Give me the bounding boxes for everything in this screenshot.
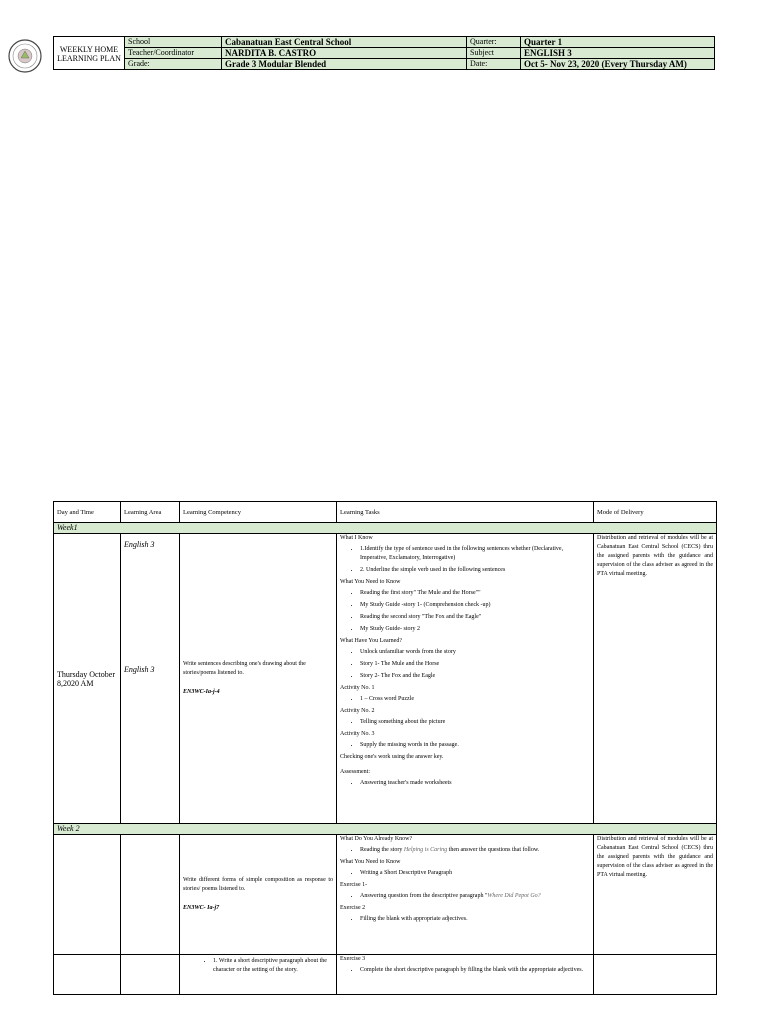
- list-item: • Story 2- The Fox and the Eagle: [360, 672, 590, 681]
- list-item: • Story 1- The Mule and the Horse: [360, 660, 590, 669]
- week1-day: Thursday October 8,2020 AM: [54, 534, 121, 824]
- week2-mode: Distribution and retrieval of modules will be at Cabanatuan East Central School (CECS) thru the assigned parents with the guidance and supervision of the class adviser as agreed in the PTA virtual meeting.: [594, 835, 717, 955]
- grade-value: Grade 3 Modular Blended: [222, 59, 467, 70]
- learning-plan-table: [53, 501, 717, 995]
- week2b-competency-cell: [180, 955, 337, 995]
- list-item: [360, 846, 590, 855]
- week1-task-heading: Activity No. 2: [340, 708, 375, 714]
- week2-task-li1-post: then answer the questions that follow.: [448, 847, 540, 853]
- list-item: • Reading the second story "The Fox and the Eagle": [360, 613, 590, 622]
- date-label: Date:: [467, 59, 521, 70]
- week2-competency-cell: [180, 835, 337, 955]
- week1-task-heading: What Have You Learned?: [340, 638, 402, 644]
- col-area: Learning Area: [121, 502, 180, 523]
- week2-task-li3-pre: Answering question from the descriptive paragraph ": [360, 893, 488, 899]
- week1-area-cell: [121, 534, 180, 824]
- list-item: • My Study Guide -story 1- (Comprehension check -up): [360, 601, 590, 610]
- deped-seal-logo: [8, 39, 42, 73]
- col-competency: Learning Competency: [180, 502, 337, 523]
- list-item: • My Study Guide- story 2: [360, 625, 590, 634]
- week2-label: Week 2: [54, 824, 717, 835]
- week2b-area: [121, 955, 180, 995]
- col-tasks: Learning Tasks: [337, 502, 594, 523]
- week1-area-top: English 3: [124, 540, 155, 549]
- week1-competency: Write sentences describing one's drawing about the stories/poems listened to.: [183, 661, 306, 676]
- week2-competency: Write different forms of simple composition as response to stories/ poems listened to.: [183, 877, 333, 892]
- week2-task-li3-title: Where Did Pepot Go?: [487, 893, 541, 899]
- grade-label: Grade:: [125, 59, 222, 70]
- subject-label: Subject: [467, 48, 521, 59]
- week2-task-li1-pre: Reading the story: [360, 847, 403, 853]
- week1-task-heading: What I Know: [340, 535, 373, 541]
- week1-tasks: [337, 534, 594, 824]
- week1-task-heading: Checking one's work using the answer key.: [340, 754, 444, 760]
- school-value: Cabanatuan East Central School: [222, 37, 467, 48]
- week1-area-mid: English 3: [124, 665, 155, 674]
- quarter-label: Quarter:: [467, 37, 521, 48]
- subject-value: ENGLISH 3: [521, 48, 715, 59]
- plan-title: WEEKLY HOME LEARNING PLAN: [54, 37, 125, 70]
- week2-tasks: [337, 835, 594, 955]
- week2-task-h2: What You Need to Know: [340, 859, 401, 865]
- week1-code: EN3WC-Ia-j-4: [183, 689, 220, 695]
- week2b-task-h: Exercise 3: [340, 956, 366, 962]
- list-item: • Reading the first story" The Mule and the Horse"": [360, 589, 590, 598]
- list-item: • 2. Underline the simple verb used in the following sentences: [360, 566, 590, 575]
- list-item: • 1. Write a short descriptive paragraph about the character or the setting of the story.: [213, 957, 333, 975]
- col-day: Day and Time: [54, 502, 121, 523]
- list-item: • 1.Identify the type of sentence used in the following sentences whether (Declarative, Imperative, Exclamatory, Interrogative): [360, 545, 590, 563]
- week2-task-h1: What Do You Already Know?: [340, 836, 413, 842]
- list-item: • Complete the short descriptive paragraph by filling the blank with the appropriate adjectives.: [360, 966, 590, 975]
- week2-code: EN3WC- Ia-j7: [183, 905, 220, 911]
- teacher-value: NARDITA B. CASTRO: [222, 48, 467, 59]
- week2-task-h4: Exercise 2: [340, 905, 366, 911]
- list-item: • Telling something about the picture: [360, 718, 590, 727]
- week2b-day: [54, 955, 121, 995]
- week2-day: [54, 835, 121, 955]
- week1-task-heading: Activity No. 3: [340, 731, 375, 737]
- list-item: • 1 – Cross word Puzzle: [360, 695, 590, 704]
- week2-task-h3: Exercise 1-: [340, 882, 368, 888]
- teacher-label: Teacher/Coordinator: [125, 48, 222, 59]
- date-value: Oct 5- Nov 23, 2020 (Every Thursday AM): [521, 59, 715, 70]
- week2b-mode: [594, 955, 717, 995]
- week1-mode: Distribution and retrieval of modules will be at Cabanatuan East Central School (CECS) thru the assigned parents with the guidance and supervision of the class adviser as agreed in the PTA virtual meeting.: [594, 534, 717, 824]
- list-item: • Supply the missing words in the passage.: [360, 741, 590, 750]
- week1-task-heading: Activity No. 1: [340, 685, 375, 691]
- col-mode: Mode of Delivery: [594, 502, 717, 523]
- week1-task-heading: What You Need to Know: [340, 579, 401, 585]
- plan-header-table: [53, 36, 715, 70]
- week2b-tasks: [337, 955, 594, 995]
- week2-task-li1-title: Helping is Caring: [403, 847, 448, 853]
- list-item: • Writing a Short Descriptive Paragraph: [360, 869, 590, 878]
- quarter-value: Quarter 1: [521, 37, 715, 48]
- list-item: [360, 892, 590, 901]
- list-item: • Filling the blank with appropriate adjectives.: [360, 915, 590, 924]
- list-item: • Unlock unfamiliar words from the story: [360, 648, 590, 657]
- school-label: School: [125, 37, 222, 48]
- week1-competency-cell: [180, 534, 337, 824]
- week1-task-heading: Assessment:: [340, 769, 370, 775]
- week2-area: [121, 835, 180, 955]
- week1-label: Week1: [54, 523, 717, 534]
- list-item: • Answering teacher's made worksheets: [360, 779, 590, 788]
